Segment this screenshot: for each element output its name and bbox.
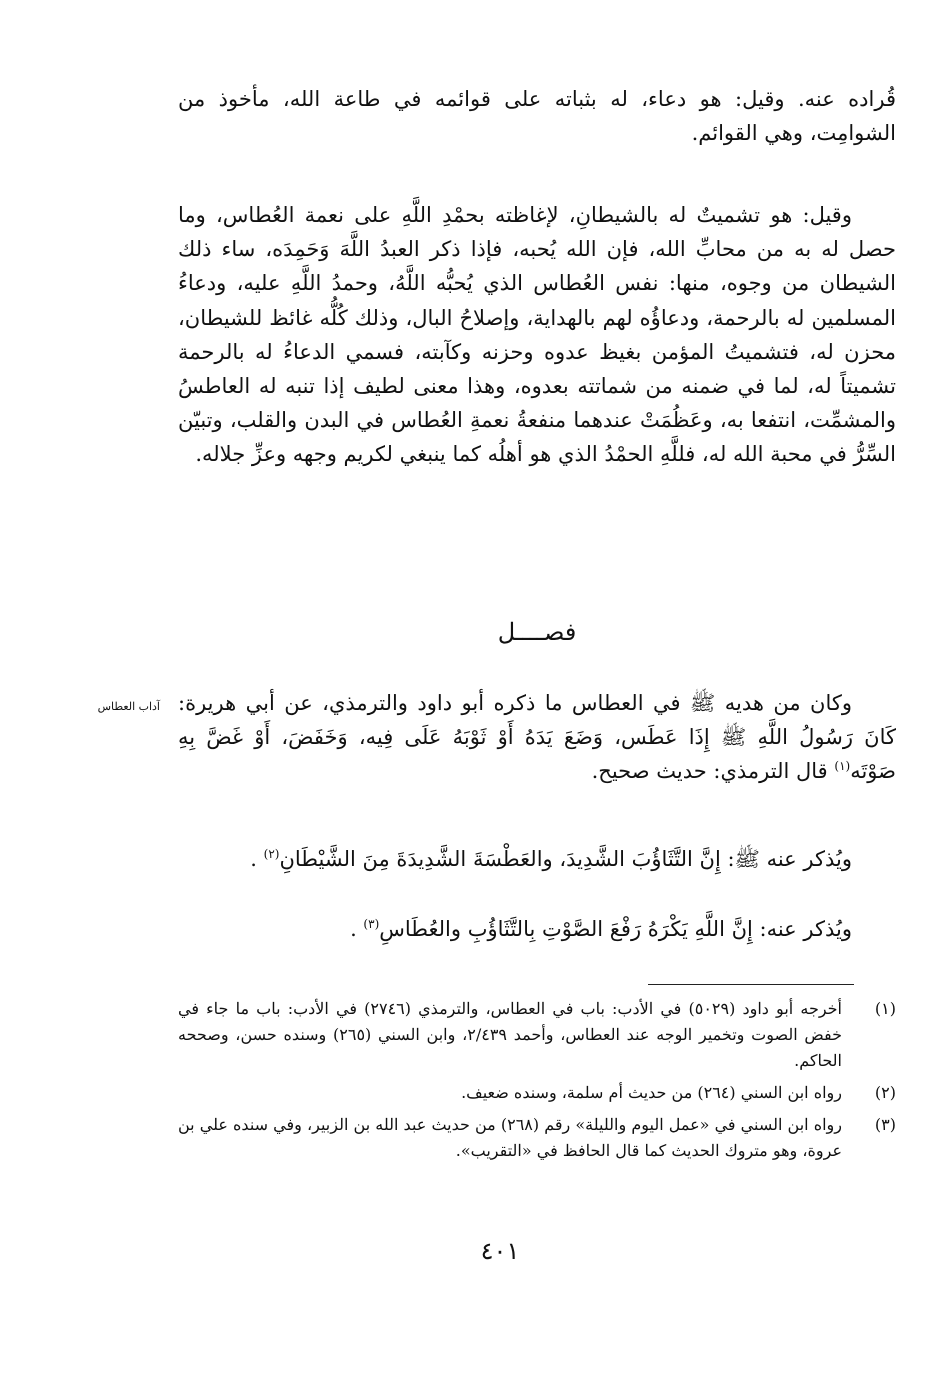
- footnote-number: (٢): [874, 1083, 896, 1102]
- footnote-reference: (٢): [263, 847, 280, 861]
- paragraph-text: ويُذكر عنه ﷺ: إِنَّ التَّثَاؤُبَ الشَّدِيدَ، والعَطْسَةَ الشَّدِيدَةَ مِنَ الشَّيْطَانِ: [279, 847, 852, 871]
- paragraph-text: قال الترمذي: حديث صحيح.: [591, 759, 835, 784]
- footnote-item: [178, 1112, 896, 1164]
- footnote-reference: (١): [834, 759, 851, 774]
- margin-note: آداب العطاس: [97, 700, 160, 713]
- footnotes: [178, 996, 896, 1170]
- footnote-divider: [648, 984, 854, 985]
- paragraph-text: .: [350, 917, 364, 941]
- paragraph-sneezing-guidance: [178, 686, 896, 789]
- footnote-text: أخرجه أبو داود (٥٠٢٩) في الأدب: باب في العطاس، والترمذي (٢٧٤٦) في الأدب: باب ما جاء في خفض الصوت وتخمير الوجه عند العطاس، وأحمد ٢/٤٣٩، وابن السني (٢٦٥) وسنده حسن، وصححه الحاكم.: [178, 999, 842, 1070]
- page-number: ٤٠١: [480, 1237, 520, 1265]
- footnote-item: [178, 1080, 896, 1106]
- paragraph-hadith-raising-voice: [178, 912, 896, 946]
- footnote-reference: (٣): [363, 917, 380, 931]
- footnote-item: [178, 996, 896, 1074]
- section-heading: فصــــل: [497, 618, 577, 646]
- paragraph-text: .: [250, 847, 264, 871]
- footnote-number: (٣): [874, 1115, 896, 1134]
- paragraph-tashmit-explanation: وقيل: هو تشميتٌ له بالشيطانِ، لإغاظته بحمْدِ اللَّهِ على نعمة العُطاس، وما حصل له به من محابِّ الله، فإن الله يُحبه، فإذا ذكر العبدُ اللَّهَ وَحَمِدَه، ساء ذلك الشيطان من وجوه، منها: نفس العُطاس الذي يُحبُّه اللَّهُ، وحمدُ اللَّهِ عليه، ودعاءُ المسلمين له بالرحمة، ودعاؤُه لهم بالهداية، وإصلاحُ البال، وذلك كُلُّه غائظ للشيطان، محزن له، فتشميتُ المؤمن بغيظ عدوه وحزنه وكآبته، فسمي الدعاءُ له بالرحمة تشميتاً له، لما في ضمنه من شماتته بعدوه، وهذا معنى لطيف إذا تنبه له العاطسُ والمشمِّت، انتفعا به، وعَظُمَتْ عندهما منفعةُ نعمةِ العُطاس في البدن والقلب، وتبيّن السِّرُّ في محبة الله له، فللَّهِ الحمْدُ الذي هو أهلُه كما ينبغي لكريم وجهه وعزِّ جلاله.: [178, 203, 896, 467]
- footnote-number: (١): [874, 999, 896, 1018]
- paragraph-text: وكان من هديه ﷺ في العطاس ما ذكره أبو داود والترمذي، عن أبي هريرة: كَانَ رَسُولُ اللَّهِ ﷺ إِذَا عَطَس، وَضَعَ يَدَهُ أَوْ ثَوْبَهُ عَلَى فِيه، وَخَفَضَ، أَوْ غَضَّ بِهِ صَوْتَه: [178, 691, 896, 784]
- paragraph-text: ويُذكر عنه: إِنَّ اللَّهِ يَكْرَهُ رَفْعَ الصَّوْتِ بِالتَّثَاؤُبِ والعُطَاسِ: [379, 917, 852, 941]
- footnote-text: رواه ابن السني في «عمل اليوم والليلة» رقم (٢٦٨) من حديث عبد الله بن الزبير، وفي سنده علي بن عروة، وهو متروك الحديث كما قال الحافظ في «التقريب».: [178, 1115, 842, 1160]
- footnote-text: رواه ابن السني (٢٦٤) من حديث أم سلمة، وسنده ضعيف.: [461, 1083, 842, 1102]
- paragraph-hadith-yawning: [178, 842, 896, 876]
- paragraph-continuation: قُراده عنه. وقيل: هو دعاء، له بثباته على قوائمه في طاعة الله، مأخوذ من الشوامِت، وهي القوائم.: [178, 87, 896, 146]
